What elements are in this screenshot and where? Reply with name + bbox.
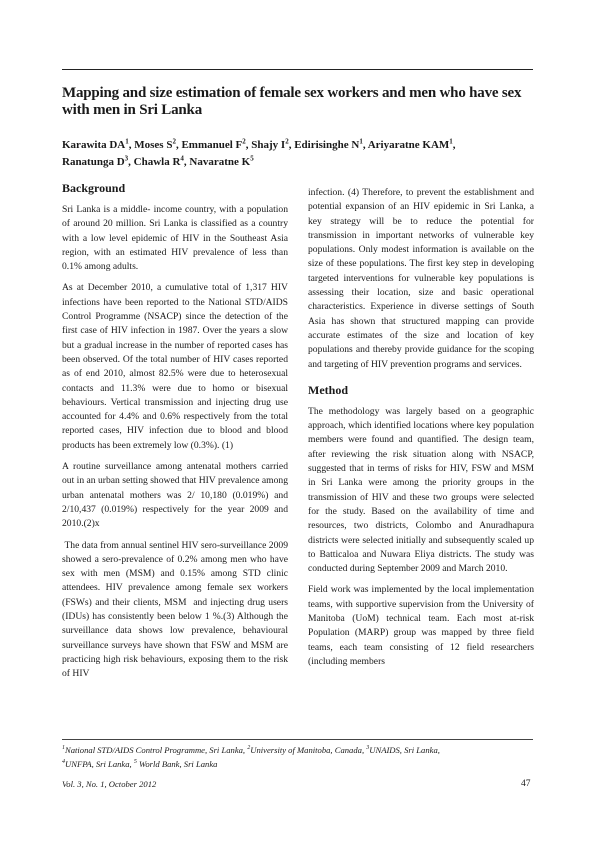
body-paragraph: The data from annual sentinel HIV sero-surveillance 2009 showed a sero-prevalence of 0.2% among men who have sex with men (MSM) and 0.15% among STD clinic attendees. HIV prevalence among female sex workers (FSWs) and their clients, MSM and injecting drug users (IDUs) has consistently been below 1 %.(3) Although the surveillance data shows low prevalence, behavioural surveillance surveys have shown that FSW and MSM are practicing high risk behaviours, exposing them to the risk of HIV bbox=[62, 539, 291, 680]
page-number: 47 bbox=[521, 779, 531, 789]
footnote-rule bbox=[62, 739, 533, 740]
left-column bbox=[62, 181, 291, 689]
author-list: Karawita $DA^1$, Moses $S^2$, Emmanuel $F^2$, Shajy $I^2$, Edirisinghe $N^1$, Ariyaratne KAM$^1$, Ranatunga $D^3$, Chawla $R^4$, Navaratne $K^5$ bbox=[62, 137, 456, 168]
author: Navaratne $K^5$ bbox=[189, 154, 254, 168]
body-paragraph: Sri Lanka is a middle- income country, with a population of around 20 million. Sri Lanka is classified as a country with a low level epidemic of HIV in the Southeast Asia region, with an estimated HIV prevalence of less than 0.1% among adults. bbox=[62, 204, 288, 273]
right-column bbox=[308, 186, 534, 676]
section-heading-background: Background bbox=[62, 181, 126, 195]
body-paragraph: The methodology was largely based on a geographic approach, which identified locations where key population members were found and quantified. The design team, after reviewing the risk situation along with NSACP, suggested that in terms of risks for HIV, FSW and MSM in Sri Lanka were among the priority groups in the transmission of HIV and these two groups were selected for the study. Based on the availability of time and resources, two districts, Colombo and Anuradhapura districts were selected initially and subsequently scaled up to Batticaloa and Nuwara Eliya districts. The study was conducted during September 2009 and March 2010. bbox=[308, 405, 534, 575]
body-paragraph-continued: infection. (4) Therefore, to prevent the establishment and potential expansion of an HIV epidemic in Sri Lanka, a key strategy will be to reduce the potential for transmission in important networks of vulnerable key populations. Only modest information is available on the size of these populations. The first key step in developing targeted interventions for vulnerable key populations is assessing their location, size and basic operational characteristics. Experience in diverse settings of South Asia has shown that structured mapping can provide accurate estimates of the size and location of key populations and thereby provide guidance for the scoping and targeting of HIV prevention programs and services. bbox=[308, 187, 534, 370]
header-rule bbox=[62, 69, 533, 70]
body-paragraph: Field work was implemented by the local implementation teams, with supportive supervision from the University of Manitoba (UoM) technical team. Each most at-risk Population (MARP) group was mapped by three field teams, each team consisting of 12 field researchers (including members bbox=[308, 584, 534, 667]
author: Ariyaratne KAM$^1$ bbox=[367, 137, 453, 151]
author: Chawla $R^4$ bbox=[133, 154, 184, 168]
paper-title: Mapping and size estimation of female sex workers and men who have sex with men in Sri Lanka bbox=[62, 85, 522, 118]
author: Ranatunga $D^3$ bbox=[62, 154, 129, 168]
journal-issue: Vol. 3, No. 1, October 2012 bbox=[62, 779, 157, 789]
author: Shajy $I^2$ bbox=[251, 137, 289, 151]
affiliation-footnotes: $^1$National STD/AIDS Control Programme, Sri Lanka, $^2$University of Manitoba, Canada, $^3$UNAIDS, Sri Lanka, $^4$UNFPA, Sri Lanka, $^5$ World Bank, Sri Lanka bbox=[62, 745, 440, 769]
author: Emmanuel $F^2$ bbox=[181, 137, 246, 151]
section-heading-method: Method bbox=[308, 382, 348, 397]
body-paragraph: A routine surveillance among antenatal mothers carried out in an urban setting showed that HIV prevalence among urban antenatal mothers was 2/ 10,180 (0.019%) and 2/10,437 (0.019%) respectively for the year 2009 and 2010.(2)x bbox=[62, 461, 289, 530]
body-paragraph: As at December 2010, a cumulative total of 1,317 HIV infections have been reported to the National STD/AIDS Control Programme (NSACP) since the detection of the first case of HIV infection in 1987. Over the years a slow but a gradual increase in the number of reported cases has been observed. Of the total number of HIV cases reported as of end 2010, almost 82.5% were due to heterosexual contacts and 11.3% were due to homo or bisexual behaviours. Vertical transmission and injecting drug use accounted for 4.4% and 0.6% respectively from the total reported cases, HIV infection due to blood and blood products has been extremely low (0.3%). (1) bbox=[62, 282, 288, 451]
author: Edirisinghe $N^1$ bbox=[294, 137, 363, 151]
author: Moses $S^2$ bbox=[134, 137, 176, 151]
author: Karawita $DA^1$ bbox=[62, 137, 129, 151]
